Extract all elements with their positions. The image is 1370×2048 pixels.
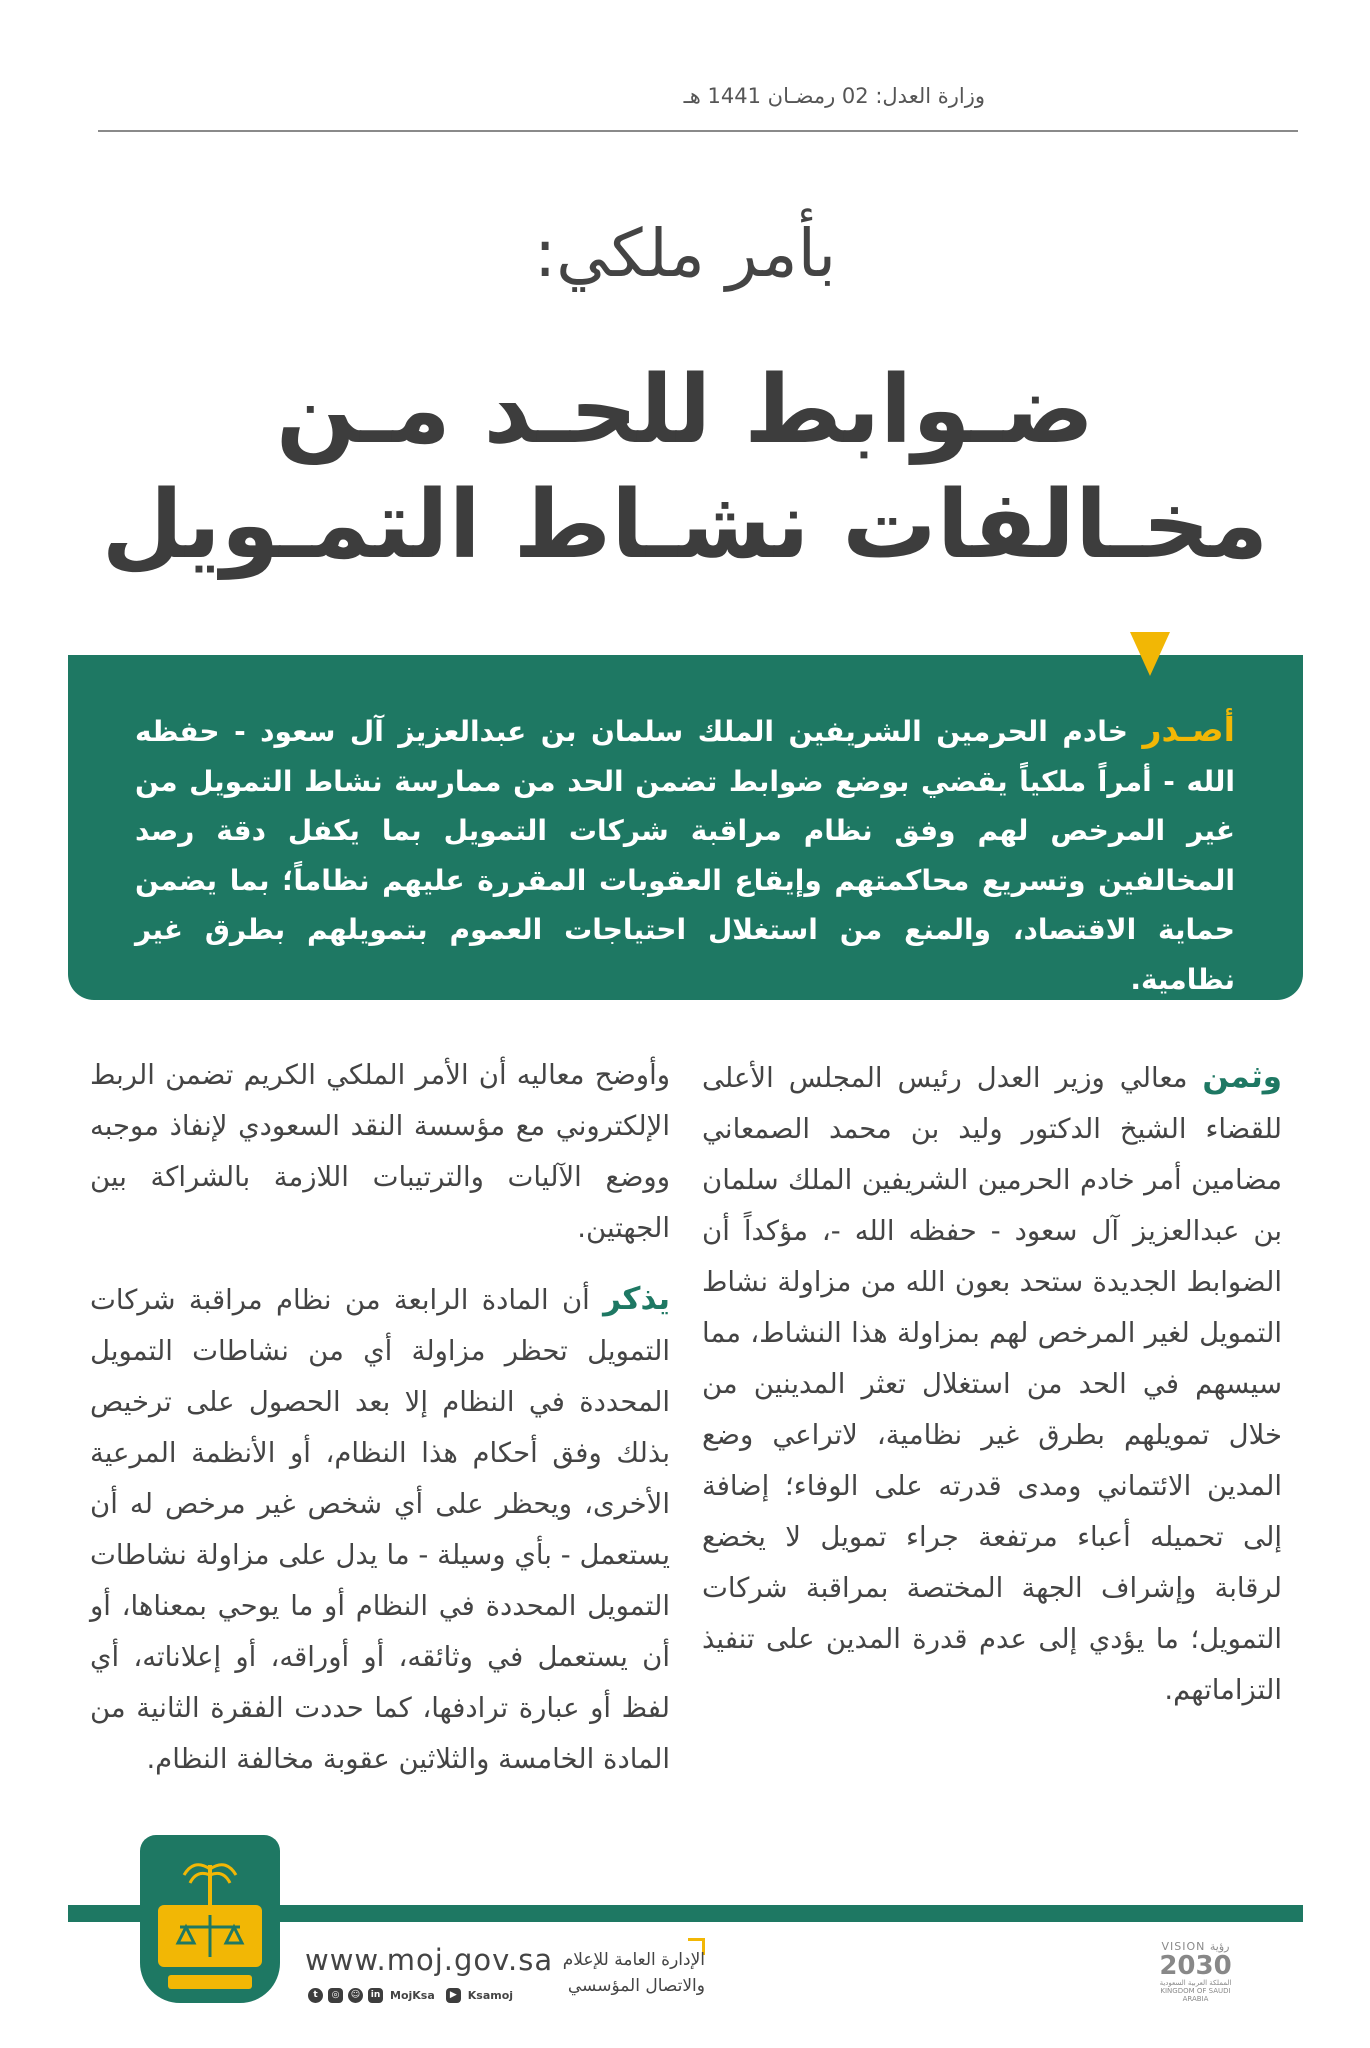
right-paragraph bbox=[702, 1052, 1282, 1716]
vision-2030-logo bbox=[1148, 1940, 1243, 2003]
left-text: أن المادة الرابعة من نظام مراقبة شركات التمويل تحظر مزاولة أي من نشاطات التمويل المحددة في النظام إلا بعد الحصول على ترخيص بذلك وفق أحكام هذا النظام، أو الأنظمة المرعية الأخرى، ويحظر على أي شخص غير مرخص له أن يستعمل - بأي وسيلة - ما يدل على مزاولة نشاطات التمويل المحددة في النظام أو ما يوحي بمعناها، أو أن يستعمل في وثائقه، أو أوراقه، أو إعلاناته، أي لفظ أو عبارة ترادفها، كما حددت الفقرة الثانية من المادة الخامسة والثلاثين عقوبة مخالفة النظام. bbox=[90, 1284, 670, 1775]
body-right-column bbox=[702, 1052, 1282, 1716]
headline-title-line2: مخـالفات نشـاط التمـويل bbox=[101, 471, 1269, 580]
headline-kicker: بأمر ملكي: bbox=[533, 215, 837, 292]
right-text: معالي وزير العدل رئيس المجلس الأعلى للقضاء الشيخ الدكتور وليد بن محمد الصمعاني مضامين أمر خادم الحرمين الشريفين الملك سلمان بن عبدالعزيز آل سعود - حفظه الله -، مؤكداً أن الضوابط الجديدة ستحد بعون الله من مزاولة نشاط التمويل لغير المرخص لهم بمزاولة هذا النشاط، مما سيسهم في الحد من استغلال تعثر المدينين من خلال تمويلهم بطرق غير نظامية، لاتراعي وضع المدين الائتماني ومدى قدرته على الوفاء؛ إضافة إلى تحميله أعباء مرتفعة جراء تمويل لا يخضع لرقابة وإشراف الجهة المختصة بمراقبة شركات التمويل؛ ما يؤدي إلى عدم قدرة المدين على تنفيذ التزاماتهم. bbox=[702, 1062, 1282, 1706]
youtube-icon[interactable]: ▶ bbox=[446, 1988, 461, 2003]
ministry-logo-icon bbox=[140, 1835, 280, 2003]
lead-paragraph bbox=[135, 705, 1235, 1004]
header-divider bbox=[98, 130, 1298, 132]
lead-marker-icon bbox=[1130, 632, 1170, 676]
department-name bbox=[545, 1947, 705, 1999]
social-handle-2[interactable]: Ksamoj bbox=[467, 1989, 514, 2002]
lead-first-word: أصـدر bbox=[1142, 710, 1235, 749]
snapchat-icon[interactable]: ☺ bbox=[348, 1988, 363, 2003]
body-left-column bbox=[90, 1050, 670, 1785]
left-paragraph-1: وأوضح معاليه أن الأمر الملكي الكريم تضمن الربط الإلكتروني مع مؤسسة النقد السعودي لإنفاذ موجبه ووضع الآليات والترتيبات اللازمة بالشراكة بين الجهتين. bbox=[90, 1059, 670, 1244]
linkedin-icon[interactable]: in bbox=[368, 1988, 383, 2003]
lead-text: خادم الحرمين الشريفين الملك سلمان بن عبدالعزيز آل سعود - حفظه الله - أمراً ملكياً يقضي بوضع ضوابط تضمن الحد من ممارسة نشاط التمويل من غير المرخص لهم وفق نظام مراقبة شركات التمويل بما يكفل دقة رصد المخالفين وتسريع محاكمتهم وإيقاع العقوبات المقررة عليهم نظاماً؛ بما يضمن حماية الاقتصاد، والمنع من استغلال احتياجات العموم بتمويلهم بطرق غير نظامية. bbox=[135, 715, 1235, 996]
vision-year: 2030 bbox=[1159, 1951, 1232, 1981]
twitter-icon[interactable]: t bbox=[308, 1988, 323, 2003]
website-link[interactable]: www.moj.gov.sa bbox=[305, 1943, 554, 1977]
vision-label: VISION رؤية bbox=[1161, 1940, 1230, 1953]
department-line-2: والاتصال المؤسسي bbox=[567, 1976, 705, 1996]
right-first-word: وثمن bbox=[1202, 1059, 1282, 1095]
headline-title-line1: ضـوابط للحـد مـن bbox=[275, 356, 1095, 465]
department-line-1: الإدارة العامة للإعلام bbox=[562, 1950, 705, 1970]
left-paragraph-2 bbox=[90, 1274, 670, 1785]
social-handle-1[interactable]: MojKsa bbox=[390, 1989, 435, 2002]
social-links bbox=[308, 1988, 519, 2003]
left-first-word: يذكر bbox=[603, 1281, 670, 1317]
instagram-icon[interactable]: ◎ bbox=[328, 1988, 343, 2003]
dateline: وزارة العدل: 02 رمضـان 1441 هـ bbox=[683, 84, 985, 108]
vision-kingdom: المملكة العربية السعودية KINGDOM OF SAUDI ARABIA bbox=[1159, 1979, 1232, 2003]
